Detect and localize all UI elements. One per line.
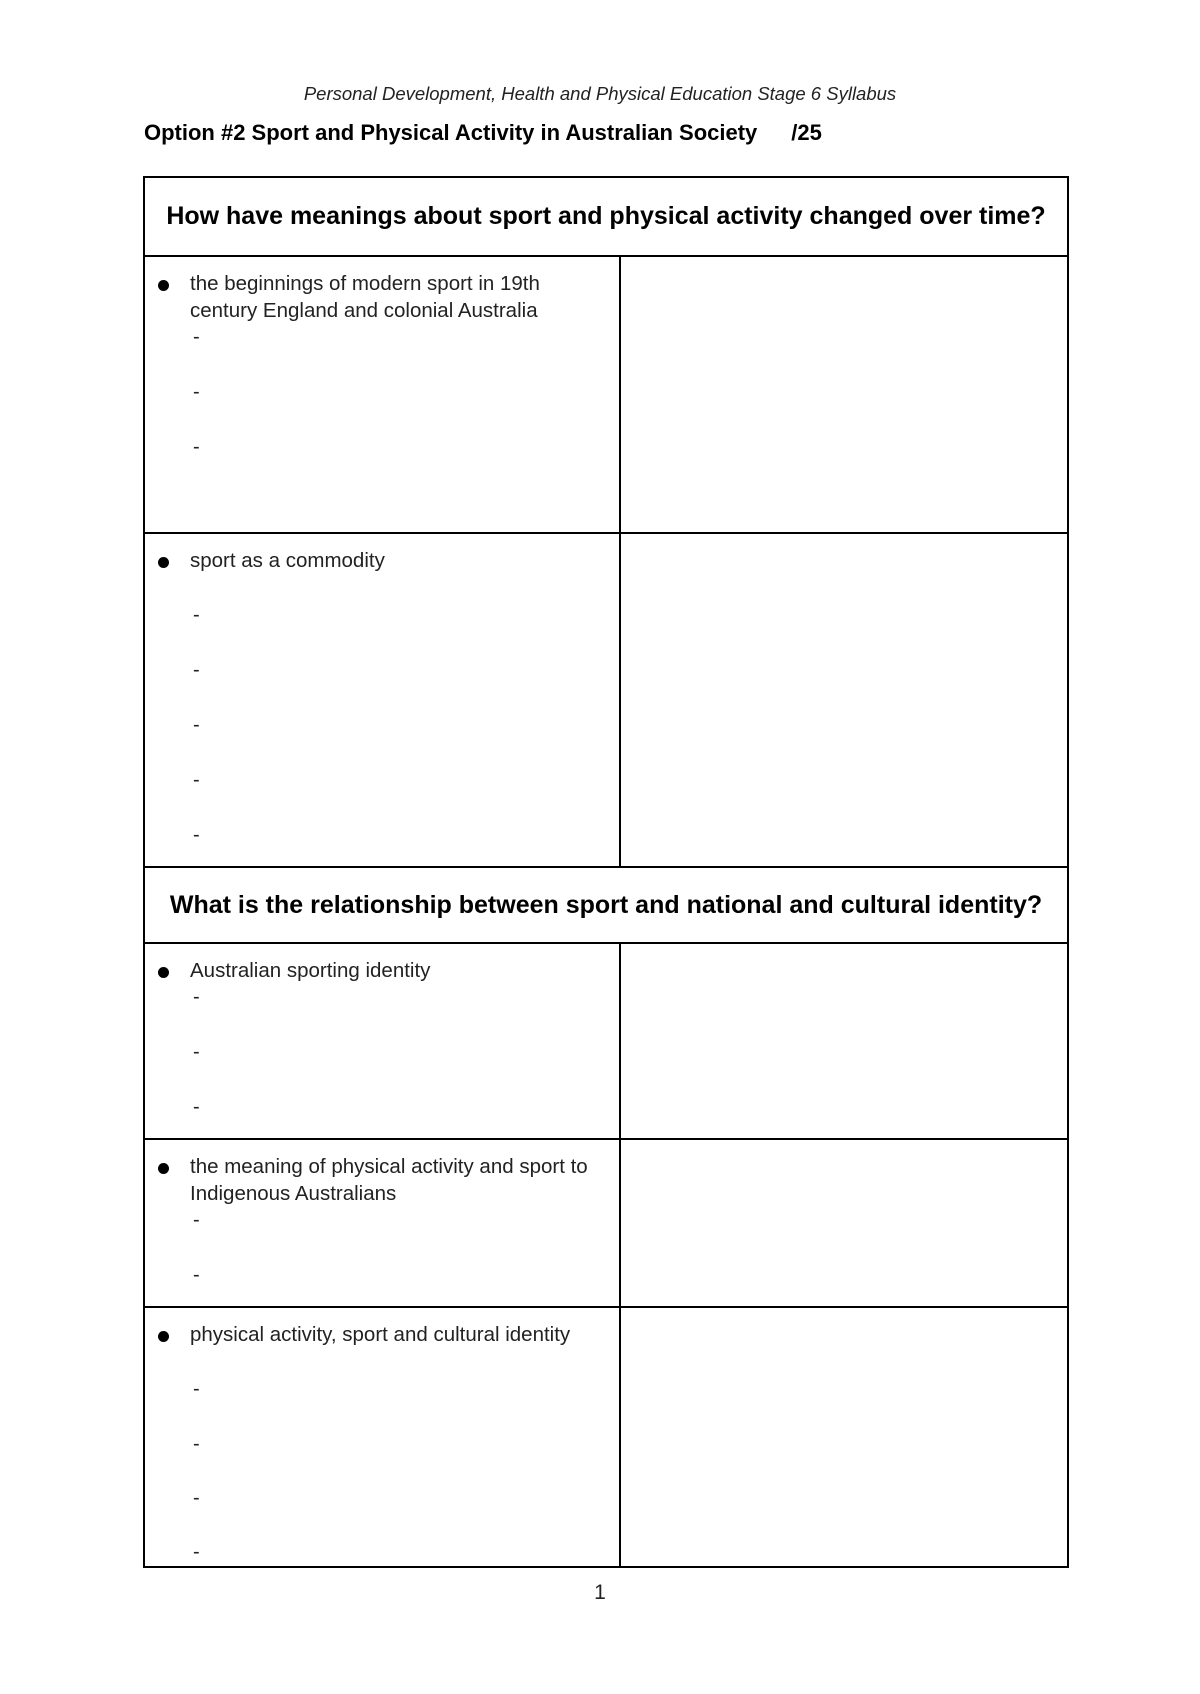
option-title-text: Option #2 Sport and Physical Activity in Australian Society (144, 120, 758, 145)
dash-marker: - (193, 436, 200, 458)
dash-marker: - (193, 1264, 200, 1286)
topic-row (144, 943, 1068, 1139)
topic-cell (144, 943, 620, 1139)
topic-row (144, 1139, 1068, 1307)
topic-row (144, 256, 1068, 533)
score-total: /25 (791, 120, 822, 145)
topic-cell (144, 533, 620, 867)
dash-marker: - (193, 604, 200, 626)
topic-row (144, 533, 1068, 867)
bullet-icon (158, 1331, 169, 1342)
dash-marker: - (193, 326, 200, 348)
option-title (144, 120, 822, 146)
dash-marker: - (193, 1433, 200, 1455)
question-heading: What is the relationship between sport and national and cultural identity? (144, 867, 1068, 943)
syllabus-header: Personal Development, Health and Physical Education Stage 6 Syllabus (303, 83, 897, 104)
bullet-icon (158, 1163, 169, 1174)
dash-marker: - (193, 1378, 200, 1400)
question-row (144, 177, 1068, 256)
answer-cell[interactable] (620, 1307, 1068, 1567)
dash-marker: - (193, 659, 200, 681)
answer-cell[interactable] (620, 1139, 1068, 1307)
question-row (144, 867, 1068, 943)
page-number: 1 (594, 1581, 606, 1604)
topic-cell (144, 1307, 620, 1567)
dash-marker: - (193, 824, 200, 846)
worksheet-table (143, 176, 1069, 1568)
dash-marker: - (193, 769, 200, 791)
bullet-icon (158, 967, 169, 978)
dash-marker: - (193, 381, 200, 403)
topic-label: physical activity, sport and cultural identity (190, 1323, 571, 1346)
dash-marker: - (193, 986, 200, 1008)
dash-marker: - (193, 1041, 200, 1063)
dash-marker: - (193, 1096, 200, 1118)
topic-cell (144, 1139, 620, 1307)
topic-label: the beginnings of modern sport in 19th century England and colonial Australia (190, 272, 540, 322)
bullet-icon (158, 557, 169, 568)
answer-cell[interactable] (620, 533, 1068, 867)
answer-cell[interactable] (620, 256, 1068, 533)
topic-label: the meaning of physical activity and sport to Indigenous Australians (190, 1155, 588, 1205)
dash-marker: - (193, 1541, 200, 1563)
topic-label: Australian sporting identity (190, 959, 431, 982)
topic-row (144, 1307, 1068, 1567)
bullet-icon (158, 280, 169, 291)
answer-cell[interactable] (620, 943, 1068, 1139)
topic-label: sport as a commodity (190, 549, 385, 572)
dash-marker: - (193, 714, 200, 736)
dash-marker: - (193, 1209, 200, 1231)
question-heading: How have meanings about sport and physical activity changed over time? (144, 177, 1068, 256)
topic-cell (144, 256, 620, 533)
dash-marker: - (193, 1487, 200, 1509)
